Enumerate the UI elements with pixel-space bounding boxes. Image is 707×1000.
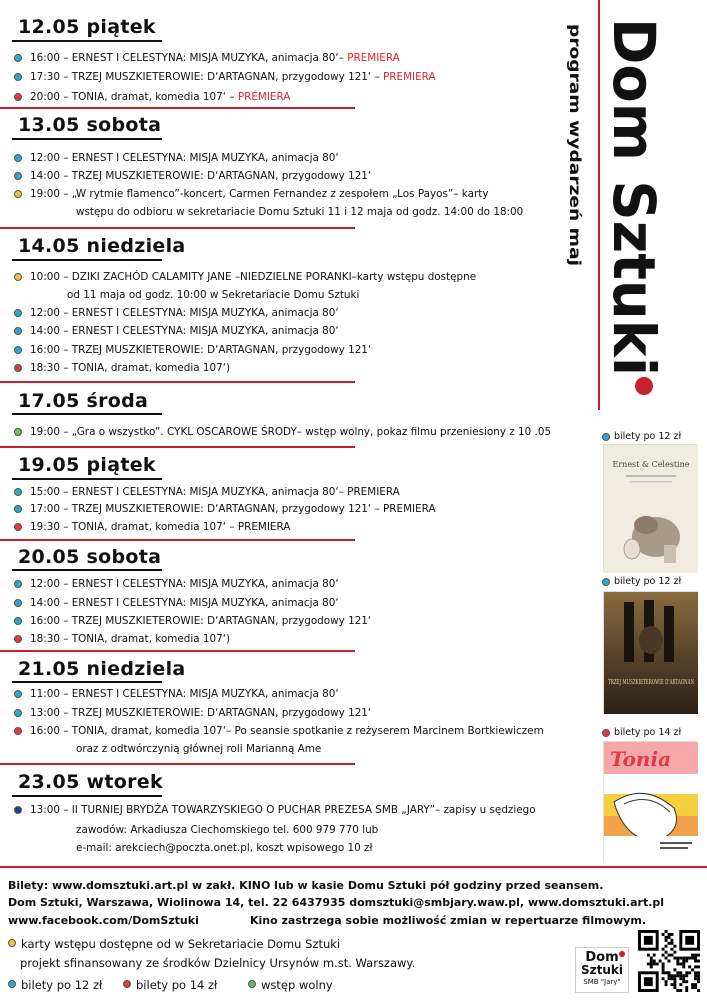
day-block: [12, 658, 372, 680]
section-divider: [0, 381, 355, 383]
blue-dot-icon: [14, 154, 22, 162]
event-text: 13:00 – II TURNIEJ BRYDŻA TOWARZYSKIEGO O PUCHAR PREZESA SMB „JARY”– zapisy u sędziego: [30, 804, 536, 816]
logo-dot-icon: [619, 951, 625, 957]
event-text: 20:00 – TONIA, dramat, komedia 107‘ –: [30, 91, 238, 103]
day-underline: [12, 478, 162, 480]
day-block: [12, 16, 372, 38]
day-underline: [12, 569, 162, 571]
poster-tonia-art: [604, 742, 698, 862]
dom-sztuki-logo: [575, 947, 629, 993]
legend-bilety-12: bilety po 12 zł: [8, 978, 102, 992]
yellow-dot-icon: [14, 190, 22, 198]
event-continuation: [76, 206, 523, 219]
poster-musketeers-art: [604, 592, 698, 714]
event-text: 16:00 – ERNEST I CELESTYNA: MISJA MUZYKA, animacja 80‘–: [30, 52, 348, 64]
day-title: 14.05 niedziela: [18, 235, 186, 257]
title-dot-icon: [635, 377, 653, 395]
day-title: 21.05 niedziela: [18, 658, 186, 680]
main-title: Dom Sztuki: [600, 18, 668, 390]
red-dot-icon: [14, 635, 22, 643]
day-title: 12.05 piątek: [18, 16, 156, 38]
yellow-dot-icon: [14, 273, 22, 281]
event-text: oraz z odtwórczynią głównej roli Marianną Ame: [76, 743, 322, 755]
logo-line1: Dom: [585, 950, 619, 965]
funding-note: projekt sfinansowany ze środków Dzielnicy Ursynów m.st. Warszawy.: [20, 956, 416, 970]
event-text: 18:30 – TONIA, dramat, komedia 107‘): [30, 362, 231, 374]
event-text: e-mail: arekciech@poczta.onet.pl, koszt wpisowego 10 zł: [76, 842, 373, 854]
day-underline: [12, 138, 162, 140]
blue-dot-icon: [8, 980, 16, 988]
poster-title: Ernest & Celestine: [612, 460, 690, 469]
event-text: 14:00 – ERNEST I CELESTYNA: MISJA MUZYKA, animacja 80‘: [30, 597, 339, 609]
red-dot-icon: [14, 523, 22, 531]
blue-dot-icon: [14, 172, 22, 180]
blue-dot-icon: [14, 505, 22, 513]
blue-dot-icon: [14, 346, 22, 354]
day-block: [12, 771, 372, 793]
premiera-label: PREMIERA: [237, 91, 291, 103]
event-continuation: [76, 842, 372, 855]
section-divider: [0, 107, 355, 109]
day-block: [12, 114, 372, 136]
day-underline: [12, 413, 162, 415]
red-dot-icon: [14, 93, 22, 101]
event-text: 19:00 – „Gra o wszystko”. CYKL OSCAROWE ŚRODY– wstęp wolny, pokaz filmu przeniesiony z 10 .05: [30, 426, 552, 438]
event-text: 16:00 – TRZEJ MUSZKIETEROWIE: D‘ARTAGNAN, przygodowy 121‘: [30, 615, 372, 627]
event-text: 19:00 – „W rytmie flamenco”-koncert, Carmen Fernandez z zespołem „Los Payos”– karty: [30, 188, 489, 200]
poster-price-label: bilety po 12 zł: [602, 431, 681, 442]
premiera-label: PREMIERA: [383, 71, 436, 83]
event-text: 16:00 – TONIA, dramat, komedia 107‘– Po seansie spotkanie z reżyserem Marcinem Bortkiewiczem: [30, 725, 544, 737]
poster-title: Tonia: [610, 747, 672, 771]
side-title-block: [566, 18, 678, 398]
event-text: od 11 maja od godz. 10:00 w Sekretariacie Domu Sztuki: [67, 289, 360, 301]
logo-line2: Sztuki: [581, 963, 623, 977]
blue-dot-icon: [602, 433, 610, 441]
poster-price-label: bilety po 12 zł: [602, 576, 681, 587]
footer-disclaimer: Kino zastrzega sobie możliwość zmian w repertuarze filmowym.: [250, 914, 647, 927]
poster-price-label: bilety po 14 zł: [602, 727, 681, 738]
legend-wstep-wolny: wstęp wolny: [248, 978, 333, 992]
day-underline: [12, 795, 162, 797]
event-text: 19:30 – TONIA, dramat, komedia 107‘ – PREMIERA: [30, 521, 291, 533]
green-dot-icon: [248, 980, 256, 988]
side-title-svg: [566, 18, 678, 398]
red-dot-icon: [14, 727, 22, 735]
event-text: 12:00 – ERNEST I CELESTYNA: MISJA MUZYKA, animacja 80‘: [30, 307, 339, 319]
logo-line3: SMB "Jary": [583, 978, 621, 986]
footer-divider: [0, 866, 707, 868]
section-divider: [0, 539, 355, 541]
section-divider: [0, 763, 355, 765]
blue-dot-icon: [14, 617, 22, 625]
day-underline: [12, 259, 162, 261]
day-block: [12, 390, 372, 412]
blue-dot-icon: [14, 690, 22, 698]
footer-tickets-line: Bilety: www.domsztuki.art.pl w zakł. KINO lub w kasie Domu Sztuki pół godziny przed seansem.: [8, 879, 604, 892]
premiera-label: PREMIERA: [347, 52, 400, 64]
blue-dot-icon: [14, 580, 22, 588]
event-continuation: [76, 743, 321, 756]
day-underline: [12, 40, 162, 42]
day-block: [12, 235, 372, 257]
legend-karty: karty wstępu dostępne od w Sekretariacie Domu Sztuki: [8, 937, 340, 951]
red-dot-icon: [14, 364, 22, 372]
poster-ernest-art: [604, 445, 698, 573]
event-text: 13:00 – TRZEJ MUSZKIETEROWIE: D‘ARTAGNAN, przygodowy 121‘: [30, 707, 372, 719]
navy-dot-icon: [14, 806, 22, 814]
blue-dot-icon: [14, 599, 22, 607]
day-block: [12, 546, 372, 568]
day-underline: [12, 681, 162, 683]
side-subtitle: program wydarzeń maj: [566, 24, 584, 220]
legend-bilety-14: bilety po 14 zł: [123, 978, 217, 992]
qr-code-graphic: [638, 930, 700, 992]
footer-facebook-link[interactable]: www.facebook.com/DomSztuki: [8, 914, 199, 927]
blue-dot-icon: [14, 327, 22, 335]
blue-dot-icon: [14, 73, 22, 81]
event-text: 14:00 – ERNEST I CELESTYNA: MISJA MUZYKA, animacja 80‘: [30, 325, 339, 337]
poster-title: TRZEJ MUSZKIETEROWIE D'ARTAGNAN: [608, 678, 695, 686]
event-continuation: [76, 824, 378, 837]
poster-ernest-celestine: [603, 444, 697, 572]
event-text: 17:30 – TRZEJ MUSZKIETEROWIE: D‘ARTAGNAN, przygodowy 121‘ –: [30, 71, 384, 83]
event-text: 12:00 – ERNEST I CELESTYNA: MISJA MUZYKA, animacja 80‘: [30, 152, 339, 164]
event-text: zawodów: Arkadiusza Ciechomskiego tel. 600 979 770 lub: [76, 824, 379, 836]
event-text: 15:00 – ERNEST I CELESTYNA: MISJA MUZYKA, animacja 80‘– PREMIERA: [30, 486, 400, 498]
event-text: 18:30 – TONIA, dramat, komedia 107‘): [30, 633, 231, 645]
poster-tonia: [603, 741, 697, 861]
qr-code-icon[interactable]: [638, 930, 700, 992]
event-text: 14:00 – TRZEJ MUSZKIETEROWIE: D‘ARTAGNAN, przygodowy 121‘: [30, 170, 372, 182]
day-block: [12, 454, 372, 476]
day-title: 13.05 sobota: [18, 114, 162, 136]
day-title: 17.05 środa: [18, 390, 149, 412]
blue-dot-icon: [602, 578, 610, 586]
green-dot-icon: [14, 428, 22, 436]
event-text: 12:00 – ERNEST I CELESTYNA: MISJA MUZYKA, animacja 80‘: [30, 578, 339, 590]
day-title: 20.05 sobota: [18, 546, 162, 568]
section-divider: [0, 446, 355, 448]
section-divider: [0, 650, 355, 652]
event-continuation: [67, 289, 359, 302]
footer-contact-line: Dom Sztuki, Warszawa, Wiolinowa 14, tel. 22 6437935 domsztuki@smbjary.waw.pl, www.domsztuki.art.pl: [8, 896, 665, 909]
yellow-dot-icon: [8, 939, 16, 947]
section-divider: [0, 227, 355, 229]
red-dot-icon: [602, 729, 610, 737]
blue-dot-icon: [14, 54, 22, 62]
event-text: 11:00 – ERNEST I CELESTYNA: MISJA MUZYKA, animacja 80‘: [30, 688, 339, 700]
red-dot-icon: [123, 980, 131, 988]
day-title: 23.05 wtorek: [18, 771, 163, 793]
event-text: wstępu do odbioru w sekretariacie Domu Sztuki 11 i 12 maja od godz. 14:00 do 18:00: [76, 206, 524, 218]
event-text: 16:00 – TRZEJ MUSZKIETEROWIE: D‘ARTAGNAN, przygodowy 121‘: [30, 344, 372, 356]
blue-dot-icon: [14, 488, 22, 496]
blue-dot-icon: [14, 709, 22, 717]
event-text: 17:00 – TRZEJ MUSZKIETEROWIE: D‘ARTAGNAN, przygodowy 121‘ – PREMIERA: [30, 503, 436, 515]
day-title: 19.05 piątek: [18, 454, 156, 476]
poster-trzej-muszkieterowie: [603, 591, 697, 713]
blue-dot-icon: [14, 309, 22, 317]
event-text: 10:00 – DZIKI ZACHÓD CALAMITY JANE –NIEDZIELNE PORANKI–karty wstępu dostępne: [30, 271, 477, 283]
